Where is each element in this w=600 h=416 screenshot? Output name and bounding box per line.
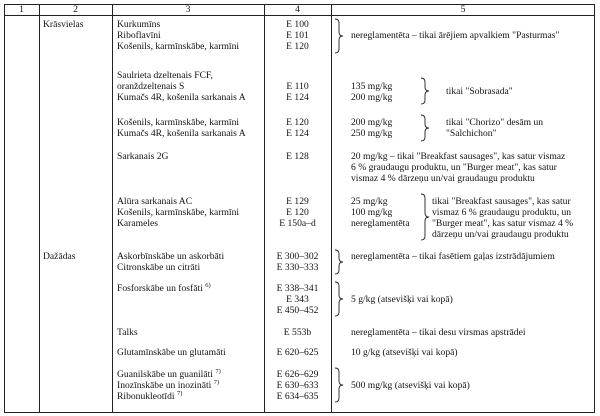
- substance-name: Kumačs 4R, košenila sarkanais A: [117, 128, 246, 139]
- max-amount: 135 mg/kg: [351, 81, 393, 92]
- regulation-note: 6 % graudaugu produktu, un "Burger meat", kas satur: [351, 162, 557, 173]
- e-code: E 128: [286, 151, 309, 162]
- max-amount: 200 mg/kg: [351, 117, 393, 128]
- substance-name: [117, 283, 211, 294]
- col-header-5: 5: [460, 4, 466, 15]
- e-code: E 330–333: [276, 262, 319, 273]
- regulation-note: "Salchichon": [446, 128, 497, 139]
- e-code: E 620–625: [276, 347, 319, 358]
- e-code: E 124: [286, 92, 309, 103]
- substance-name-text: Guanilskābe un guanilāti: [117, 369, 213, 380]
- col-divider-1: [39, 4, 40, 413]
- group-label-colors: Krāsvielas: [43, 19, 84, 30]
- e-code: E 300–302: [276, 251, 319, 262]
- substance-name: Košenils, karmīnskābe, karmīni: [117, 41, 240, 52]
- regulation-note: vismaz 4 % dārzeņu un/vai graudaugu produktu: [351, 173, 535, 184]
- max-amount: nereglamentēta: [351, 218, 410, 229]
- brace: [420, 193, 430, 241]
- e-code: E 120: [286, 41, 309, 52]
- e-code: E 120: [286, 117, 309, 128]
- e-code: E 150a–d: [279, 218, 316, 229]
- substance-name: Riboflavīni: [117, 30, 161, 41]
- substance-name: Glutamīnskābe un glutamāti: [117, 347, 226, 358]
- regulation-note: 500 mg/kg (atsevišķi vai kopā): [351, 380, 470, 391]
- substance-name: Talks: [117, 327, 138, 338]
- substance-name: [117, 391, 182, 402]
- col-divider-2: [112, 4, 113, 413]
- e-code: E 101: [286, 30, 309, 41]
- substance-name: Saulrieta dzeltenais FCF,: [117, 70, 213, 81]
- regulation-note: 10 g/kg (atsevišķi vai kopā): [351, 347, 458, 358]
- footnote-ref: 7): [176, 389, 183, 397]
- substance-name: Askorbīnskābe un askorbāti: [117, 251, 225, 262]
- max-amount: 25 mg/kg: [351, 196, 388, 207]
- footnote-ref: 7): [213, 378, 220, 386]
- regulation-note: tikai "Sobrasada": [446, 86, 513, 97]
- col-divider-4: [331, 4, 332, 413]
- brace: [420, 77, 430, 105]
- col-header-2: 2: [73, 4, 78, 15]
- regulation-note: 20 mg/kg – tikai "Breakfast sausages", kas satur vismaz: [351, 151, 566, 162]
- regulation-note: vismaz 6 % graudaugu produktu, un: [432, 207, 572, 218]
- max-amount: 200 mg/kg: [351, 92, 393, 103]
- brace: [334, 249, 344, 275]
- substance-name: Kurkumīns: [117, 19, 161, 30]
- e-code: E 626–629: [276, 369, 319, 380]
- regulation-note: tikai "Chorizo" desām un: [446, 117, 544, 128]
- e-code: E 100: [286, 19, 309, 30]
- e-code: E 120: [286, 207, 309, 218]
- substance-name: Sarkanais 2G: [117, 151, 169, 162]
- substance-name-text: Ribonukleotīdi: [117, 391, 175, 402]
- max-amount: 100 mg/kg: [351, 207, 393, 218]
- brace: [334, 367, 344, 403]
- regulation-note: nereglamentēta – tikai ārējiem apvalkiem "Pasturmas": [351, 30, 560, 41]
- e-code: E 338–341: [276, 283, 319, 294]
- e-code: E 124: [286, 128, 309, 139]
- regulation-note: nereglamentēta – tikai desu virsmas apstrādei: [351, 327, 526, 338]
- regulation-note: "Burger meat", kas satur vismaz 4 %: [432, 218, 574, 229]
- substance-name: Kumačs 4R, košenila sarkanais A: [117, 92, 246, 103]
- substance-name-text: Inozīnskābe un inozināti: [117, 380, 212, 391]
- substance-name-text: Fosforskābe un fosfāti: [117, 283, 203, 294]
- footnote-ref: 6): [205, 281, 211, 289]
- brace: [334, 281, 344, 317]
- e-code: E 634–635: [276, 391, 319, 402]
- brace: [334, 18, 344, 54]
- e-code: E 343: [286, 294, 309, 305]
- footnote-ref: 7): [215, 367, 221, 375]
- substance-name: Košenils, karmīnskābe, karmīni: [117, 207, 240, 218]
- substance-name: oranždzeltenais S: [117, 81, 185, 92]
- group-label-misc: Dažādas: [43, 251, 76, 262]
- regulation-note: tikai "Breakfast sausages", kas satur: [432, 196, 571, 207]
- regulation-note: 5 g/kg (atsevišķi vai kopā): [351, 294, 453, 305]
- substance-name: Košenils, karmīnskābe, karmīni: [117, 117, 240, 128]
- header-divider: [4, 15, 595, 16]
- e-code: E 630–633: [276, 380, 319, 391]
- col-header-4: 4: [295, 4, 300, 15]
- col-header-3: 3: [185, 4, 191, 15]
- e-code: E 553b: [283, 327, 312, 338]
- max-amount: 250 mg/kg: [351, 128, 393, 139]
- brace: [420, 114, 430, 142]
- e-code: E 450–452: [276, 305, 319, 316]
- substance-name: Alūra sarkanais AC: [117, 196, 193, 207]
- e-code: E 110: [286, 81, 309, 92]
- regulation-note: nereglamentēta – tikai fasētiem gaļas izstrādājumiem: [351, 251, 555, 262]
- substance-name: Karameles: [117, 218, 159, 229]
- col-header-1: 1: [19, 4, 24, 15]
- substance-name: Citronskābe un citrāti: [117, 262, 201, 273]
- substance-name: [117, 369, 221, 380]
- regulation-note: dārzeņu un/vai graudaugu produktu: [432, 229, 569, 240]
- e-code: E 129: [286, 196, 309, 207]
- substance-name: [117, 380, 219, 391]
